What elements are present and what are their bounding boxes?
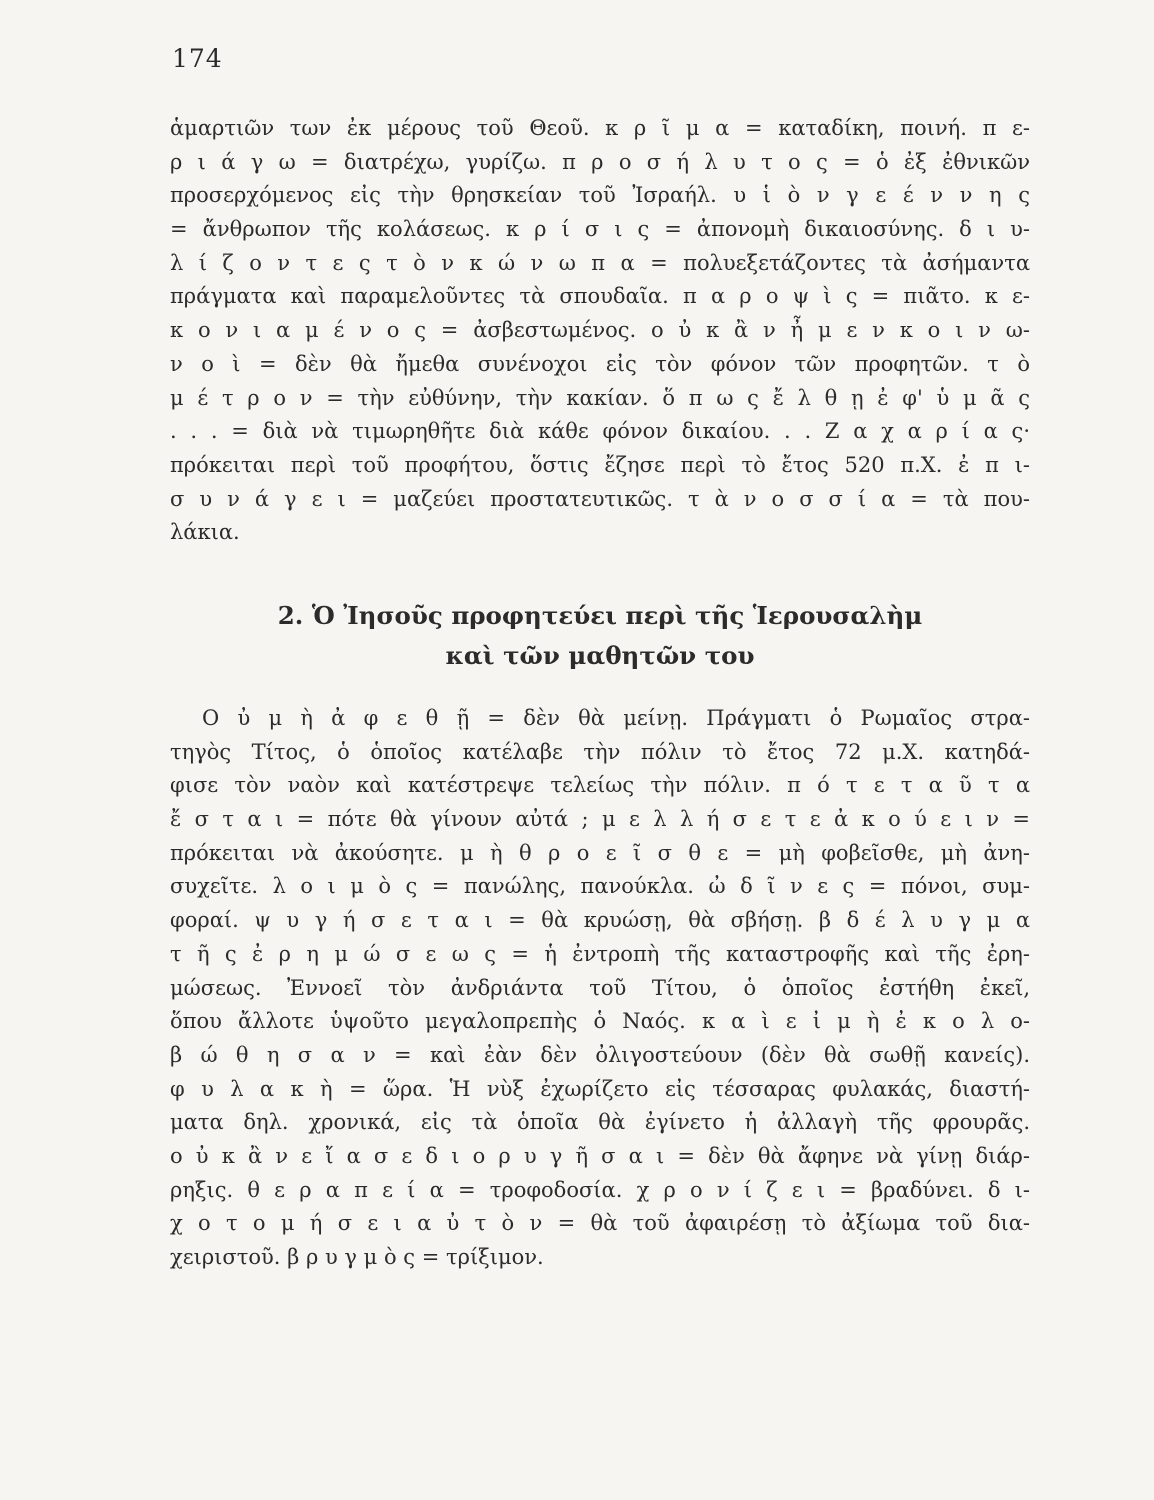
text-line: κ ο ν ι α μ έ ν ο ς = ἀσβεστωμένος. ο ὐ κ ἂ ν ἦ μ ε ν κ ο ι ν ω- [170, 318, 1030, 343]
text-line: φ υ λ α κ ὴ = ὥρα. Ἡ νὺξ ἐχωρίζετο εἰς τέσσαρας φυλακάς, διαστή- [170, 1076, 1030, 1101]
text-line: σ υ ν ά γ ε ι = μαζεύει προστατευτικῶς. τ ὰ ν ο σ σ ί α = τὰ που- [170, 486, 1030, 511]
text-line: μ έ τ ρ ο ν = τὴν εὐθύνην, τὴν κακίαν. ὅ π ω ς ἔ λ θ ῃ ἐ φ' ὑ μ ᾶ ς [170, 385, 1030, 410]
text-line: φισε τὸν ναὸν καὶ κατέστρεψε τελείως τὴν πόλιν. π ό τ ε τ α ῦ τ α [170, 773, 1030, 798]
commentary-block-2 [170, 702, 1030, 1275]
text-line: β ώ θ η σ α ν = καὶ ἐὰν δὲν ὀλιγοστεύουν (δὲν θὰ σωθῇ κανείς). [170, 1042, 1030, 1067]
text-line: χειριστοῦ. β ρ υ γ μ ὸ ς = τρίξιμον. [170, 1245, 544, 1269]
commentary-block-1 [170, 112, 1030, 550]
text-line: τ ῆ ς ἐ ρ η μ ώ σ ε ω ς = ἡ ἐντροπὴ τῆς καταστροφῆς καὶ τῆς ἐρη- [170, 941, 1030, 966]
text-line: ὅπου ἄλλοτε ὑψοῦτο μεγαλοπρεπὴς ὁ Ναός. κ α ὶ ε ἰ μ ὴ ἐ κ ο λ ο- [170, 1009, 1030, 1034]
text-line: = ἄνθρωπον τῆς κολάσεως. κ ρ ί σ ι ς = ἀπονομὴ δικαιοσύνης. δ ι υ- [170, 217, 1030, 242]
text-line: ἁμαρτιῶν των ἐκ μέρους τοῦ Θεοῦ. κ ρ ῖ μ α = καταδίκη, ποινή. π ε- [170, 116, 1030, 140]
text-line: ν ο ὶ = δὲν θὰ ἤμεθα συνένοχοι εἰς τὸν φόνον τῶν προφητῶν. τ ὸ [170, 351, 1030, 376]
text-line: ο ὐ κ ἂ ν ε ἴ α σ ε δ ι ο ρ υ γ ῆ σ α ι = δὲν θὰ ἄφηνε νὰ γίνῃ διάρ- [170, 1143, 1030, 1168]
text-line: φοραί. ψ υ γ ή σ ε τ α ι = θὰ κρυώσῃ, θὰ σβήσῃ. β δ έ λ υ γ μ α [170, 908, 1030, 933]
text-line: μώσεως. Ἐννοεῖ τὸν ἀνδριάντα τοῦ Τίτου, ὁ ὁποῖος ἐστήθη ἐκεῖ, [170, 975, 1030, 1000]
page-number: 174 [172, 44, 223, 73]
text-line: προσερχόμενος εἰς τὴν θρησκείαν τοῦ Ἰσραήλ. υ ἱ ὸ ν γ ε έ ν ν η ς [170, 183, 1030, 208]
section-heading [170, 596, 1030, 676]
text-line: λάκια. [170, 520, 240, 545]
text-line: πράγματα καὶ παραμελοῦντες τὰ σπουδαῖα. π α ρ ο ψ ὶ ς = πιᾶτο. κ ε- [170, 284, 1030, 309]
text-line: συχεῖτε. λ ο ι μ ὸ ς = πανώλης, πανούκλα. ὠ δ ῖ ν ε ς = πόνοι, συμ- [170, 874, 1030, 899]
text-line: πρόκειται νὰ ἀκούσητε. μ ὴ θ ρ ο ε ῖ σ θ ε = μὴ φοβεῖσθε, μὴ ἀνη- [170, 840, 1030, 865]
text-line: τηγὸς Τίτος, ὁ ὁποῖος κατέλαβε τὴν πόλιν τὸ ἔτος 72 μ.Χ. κατηδά- [170, 739, 1030, 764]
text-line: ματα δηλ. χρονικά, εἰς τὰ ὁποῖα θὰ ἐγίνετο ἡ ἀλλαγὴ τῆς φρουρᾶς. [170, 1110, 1030, 1135]
text-line: . . . = διὰ νὰ τιμωρηθῆτε διὰ κάθε φόνον δικαίου. . . Ζ α χ α ρ ί α ς· [170, 419, 1030, 444]
text-line: χ ο τ ο μ ή σ ε ι α ὐ τ ὸ ν = θὰ τοῦ ἀφαιρέσῃ τὸ ἀξίωμα τοῦ δια- [170, 1211, 1030, 1236]
text-line: πρόκειται περὶ τοῦ προφήτου, ὅστις ἔζησε περὶ τὸ ἔτος 520 π.Χ. ἐ π ι- [170, 452, 1030, 477]
text-line: ρηξις. θ ε ρ α π ε ί α = τροφοδοσία. χ ρ ο ν ί ζ ε ι = βραδύνει. δ ι- [170, 1177, 1030, 1202]
text-line: λ ί ζ ο ν τ ε ς τ ὸ ν κ ώ ν ω π α = πολυεξετάζοντες τὰ ἀσήμαντα [170, 250, 1030, 275]
text-line: Ο ὐ μ ὴ ἀ φ ε θ ῇ = δὲν θὰ μείνῃ. Πράγματι ὁ Ρωμαῖος στρα- [202, 706, 1030, 730]
text-line: ρ ι ά γ ω = διατρέχω, γυρίζω. π ρ ο σ ή λ υ τ ο ς = ὁ ἐξ ἐθνικῶν [170, 149, 1030, 174]
section-heading-line-1: 2. Ὁ Ἰησοῦς προφητεύει περὶ τῆς Ἱερουσαλὴμ [277, 601, 923, 630]
section-heading-line-2: καὶ τῶν μαθητῶν του [445, 641, 755, 670]
text-line: ἔ σ τ α ι = πότε θὰ γίνουν αὐτά ; μ ε λ λ ή σ ε τ ε ἀ κ ο ύ ε ι ν = [170, 807, 1030, 832]
